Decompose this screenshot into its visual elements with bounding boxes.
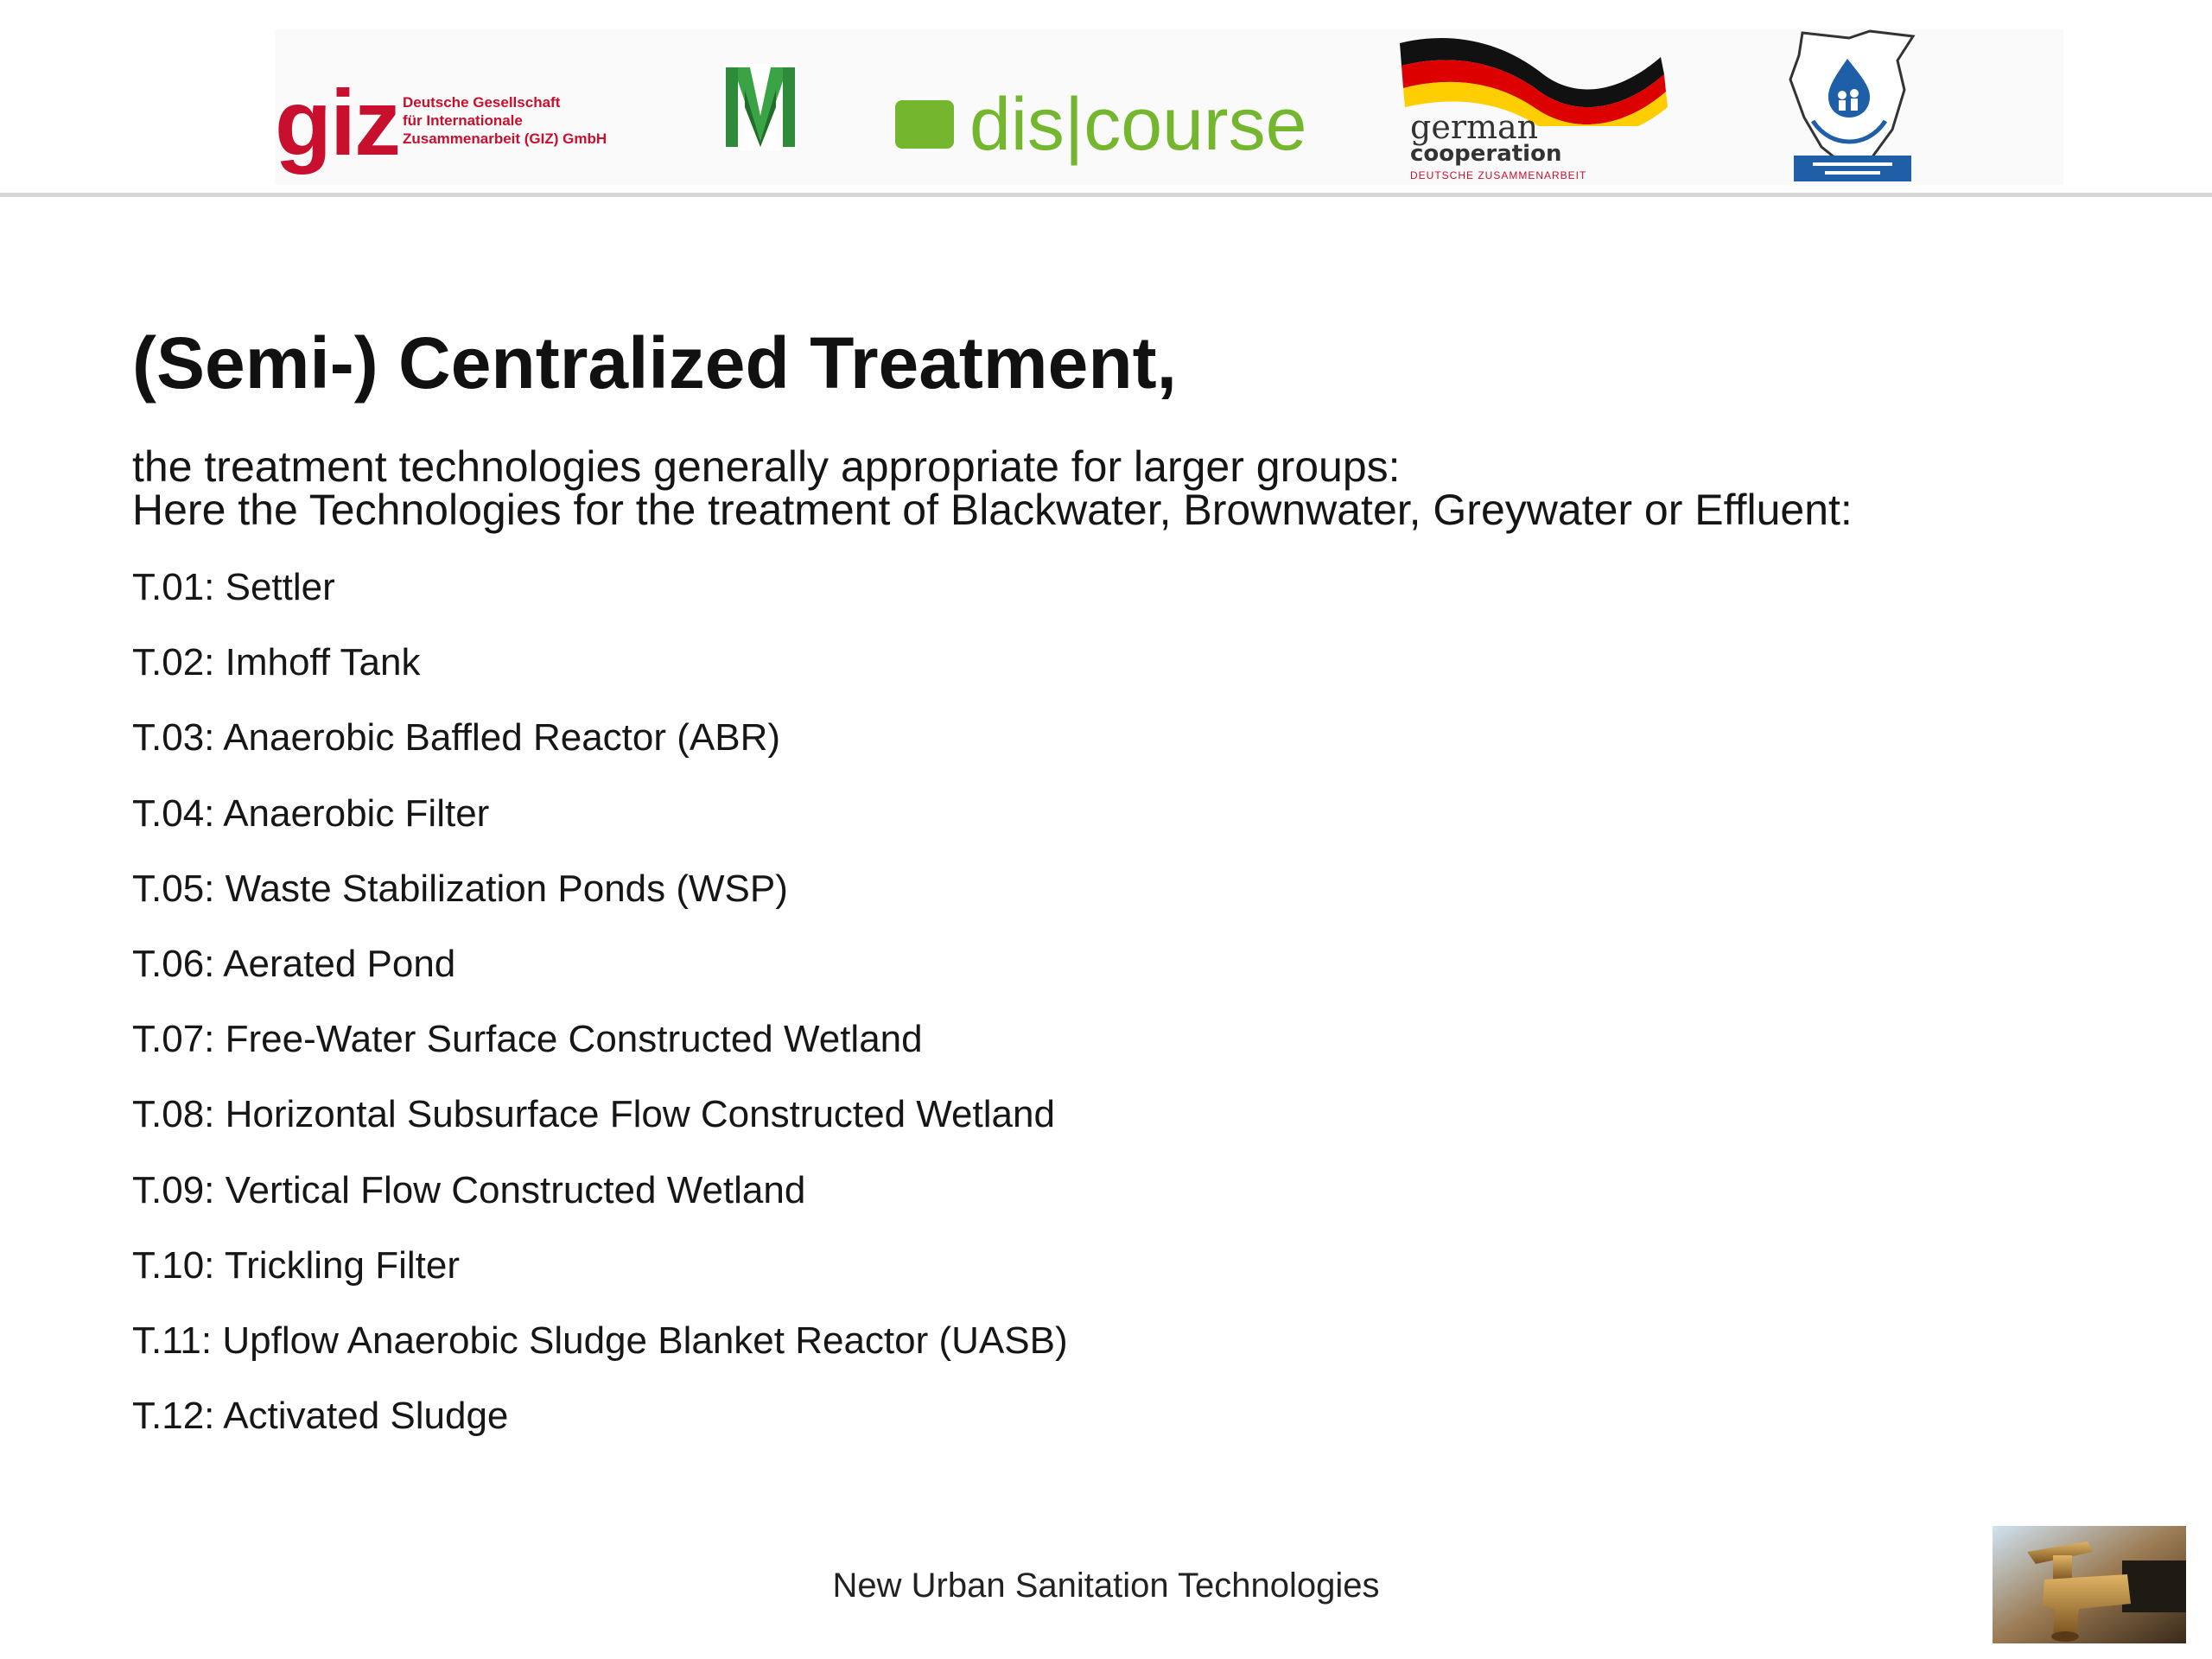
list-item: T.10: Trickling Filter xyxy=(132,1243,460,1287)
giz-logo-mark: giz xyxy=(275,70,399,175)
m-logo-icon xyxy=(724,64,797,150)
german-cooperation-line2: cooperation xyxy=(1410,141,1562,167)
list-item: T.09: Vertical Flow Constructed Wetland xyxy=(132,1168,806,1211)
list-item: T.07: Free-Water Surface Constructed Wetland xyxy=(132,1018,923,1061)
list-item: T.01: Settler xyxy=(132,566,335,608)
list-item: T.11: Upflow Anaerobic Sludge Blanket Reactor (UASB) xyxy=(132,1319,1068,1362)
german-cooperation-logo xyxy=(1396,31,1673,187)
list-item: T.08: Horizontal Subsurface Flow Constructed Wetland xyxy=(132,1093,1055,1136)
slide-title: (Semi-) Centralized Treatment, xyxy=(132,322,1177,404)
footer-text: New Urban Sanitation Technologies xyxy=(832,1567,1380,1605)
german-cooperation-line1: german xyxy=(1410,108,1539,146)
list-item: T.02: Imhoff Tank xyxy=(132,641,421,684)
giz-logo-text: Deutsche Gesellschaft für Internationale Zusammenarbeit (GIZ) GmbH xyxy=(403,94,607,147)
discourse-logo-square xyxy=(895,100,954,149)
list-item: T.12: Activated Sludge xyxy=(132,1395,509,1438)
list-item: T.03: Anaerobic Baffled Reactor (ABR) xyxy=(132,716,781,760)
german-cooperation-line3: DEUTSCHE ZUSAMMENARBEIT xyxy=(1410,169,1587,181)
kenya-map-water-drop-icon xyxy=(1787,26,1916,190)
m-logo xyxy=(724,64,797,150)
water-services-trust-fund-logo xyxy=(1787,26,1916,190)
list-item: T.06: Aerated Pond xyxy=(132,942,456,985)
water-tap-photo xyxy=(1993,1526,2186,1643)
water-tap-icon xyxy=(1993,1526,2186,1643)
technology-list xyxy=(132,563,1068,1467)
logo-header xyxy=(0,0,2212,195)
intro-line-1: the treatment technologies generally appropriate for larger groups: xyxy=(132,442,1401,491)
intro-line-2: Here the Technologies for the treatment of Blackwater, Brownwater, Greywater or Effluent: xyxy=(132,486,1853,534)
list-item: T.04: Anaerobic Filter xyxy=(132,791,490,835)
list-item: T.05: Waste Stabilization Ponds (WSP) xyxy=(132,867,788,910)
header-divider xyxy=(0,193,2212,197)
discourse-logo-text: dis|course xyxy=(969,83,1307,166)
